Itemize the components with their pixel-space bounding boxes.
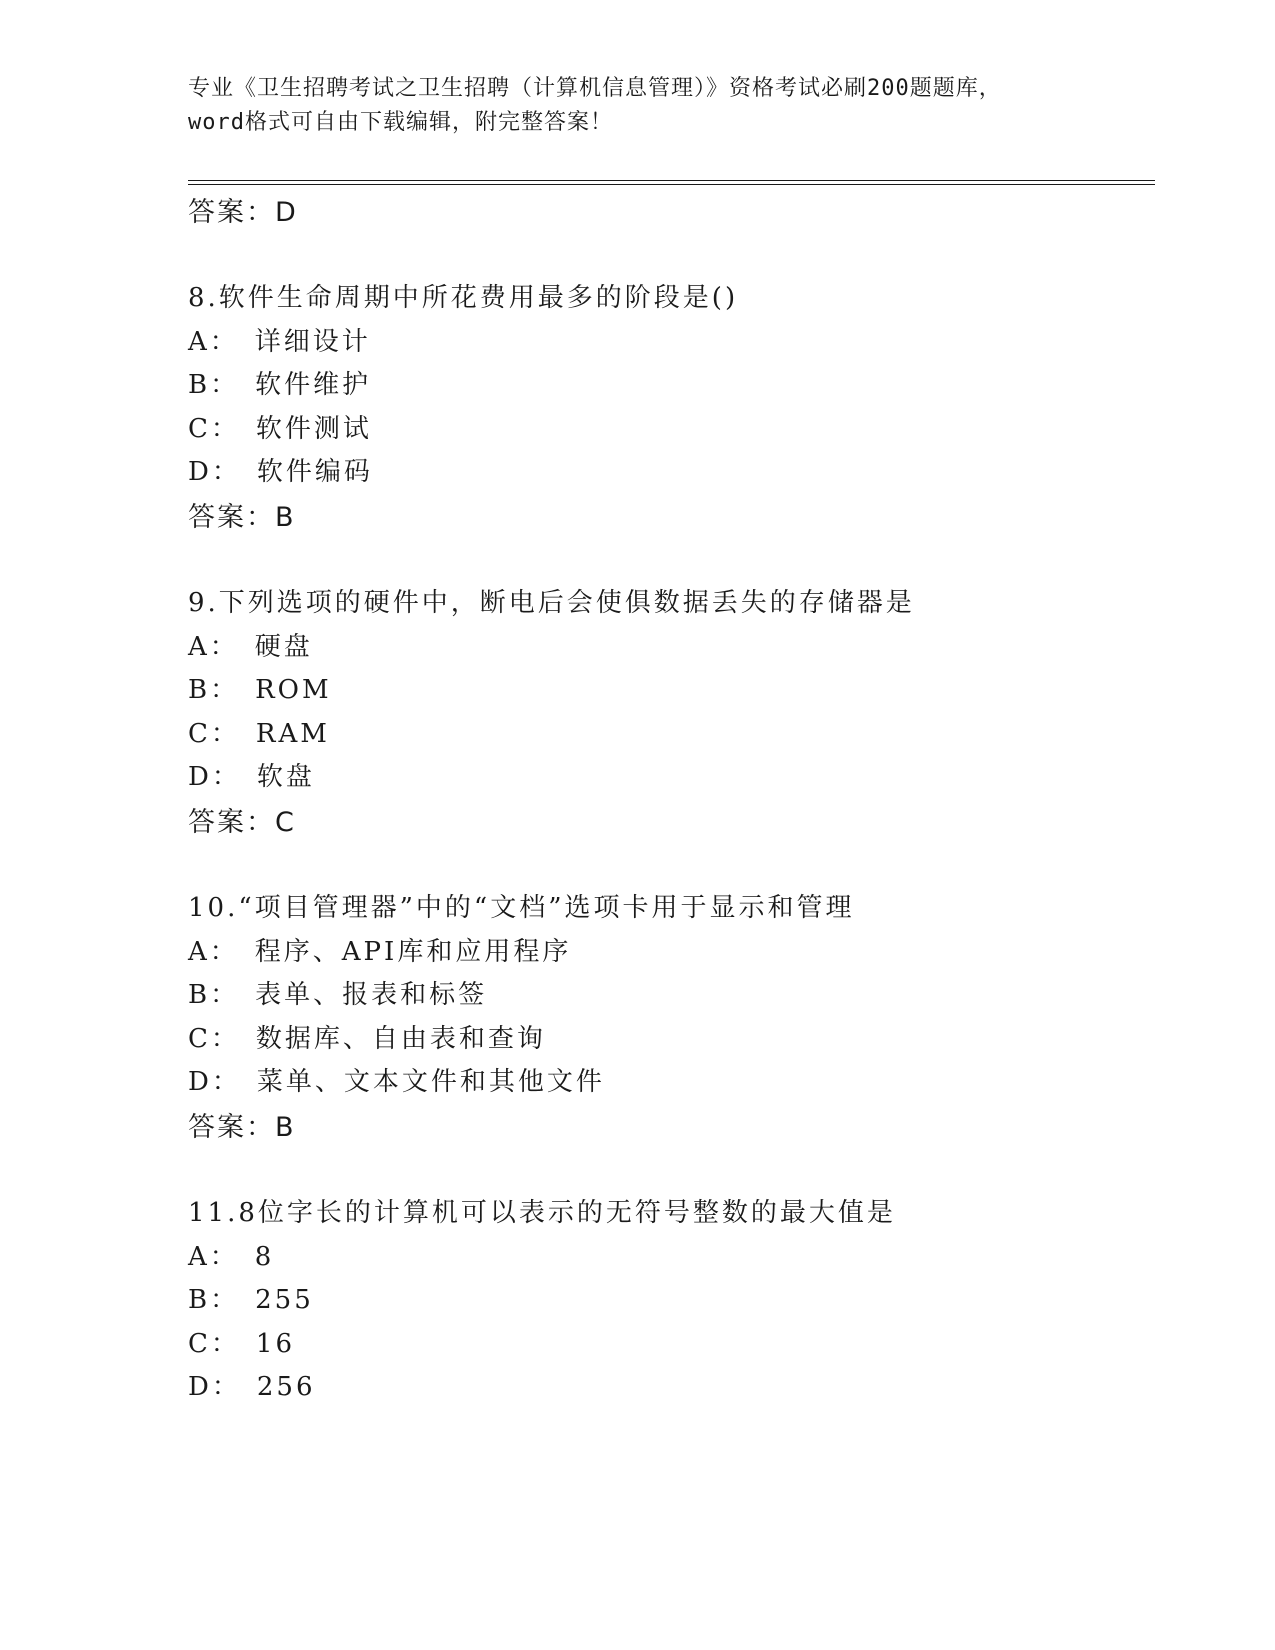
option-key: C： [188,1024,240,1054]
question-8-option-d [188,451,373,488]
option-key: D： [188,457,241,487]
question-8-answer: 答案：B [188,502,296,533]
option-key: B： [188,980,240,1010]
question-9-option-b [188,669,332,706]
header-line-1: 专业《卫生招聘考试之卫生招聘（计算机信息管理）》资格考试必刷200题题库， [188,76,1002,101]
header-line-2: word格式可自由下载编辑，附完整答案！ [188,110,613,135]
option-text: 软件测试 [255,414,372,444]
question-11-option-c [188,1323,295,1360]
option-text: 表单、报表和标签 [255,980,488,1010]
question-10-option-a [188,931,571,968]
option-text: 255 [255,1285,314,1315]
option-key: C： [188,414,240,444]
option-text: ROM [255,675,332,705]
question-11-option-b [188,1279,314,1316]
option-key: A： [188,937,239,967]
option-text: 256 [256,1372,316,1402]
header-divider-bottom [188,184,1155,185]
question-10-option-b [188,974,487,1011]
option-text: 软件编码 [256,457,373,487]
option-text: 软盘 [256,762,315,792]
question-9-option-c [188,713,330,750]
option-text: 硬盘 [254,632,313,662]
option-text: 数据库、自由表和查询 [255,1024,546,1054]
question-11-option-a [188,1236,274,1273]
option-key: C： [188,719,240,749]
option-key: D： [188,1372,241,1402]
option-key: B： [188,1285,240,1315]
question-9-answer: 答案：C [188,807,296,838]
question-10-option-d [188,1061,605,1098]
option-text: 详细设计 [254,327,371,357]
header-divider-top [188,180,1155,181]
question-8-option-c [188,408,372,445]
option-key: C： [188,1329,240,1359]
option-key: A： [188,1242,239,1272]
question-10-answer: 答案：B [188,1112,296,1143]
option-text: 8 [254,1242,275,1272]
option-key: D： [188,1067,241,1097]
answer-previous: 答案：D [188,197,298,228]
option-text: 16 [255,1329,295,1359]
question-9-option-d [188,756,315,793]
question-8-option-a [188,321,371,358]
question-9-option-a [188,626,313,663]
option-key: A： [188,632,239,662]
option-key: B： [188,370,240,400]
question-9-stem: 9.下列选项的硬件中，断电后会使俱数据丢失的存储器是 [188,588,915,618]
question-10-option-c [188,1018,546,1055]
option-text: 程序、API库和应用程序 [254,937,572,967]
option-key: B： [188,675,240,705]
option-text: RAM [255,719,330,749]
question-8-option-b [188,364,371,401]
option-text: 菜单、文本文件和其他文件 [256,1067,605,1097]
option-text: 软件维护 [255,370,372,400]
question-8-stem: 8.软件生命周期中所花费用最多的阶段是() [188,283,739,313]
option-key: A： [188,327,239,357]
question-10-stem: 10.“项目管理器”中的“文档”选项卡用于显示和管理 [188,893,855,923]
document-header [188,72,1088,140]
option-key: D： [188,762,241,792]
question-11-stem: 11.8位字长的计算机可以表示的无符号整数的最大值是 [188,1198,896,1228]
question-11-option-d [188,1366,316,1403]
